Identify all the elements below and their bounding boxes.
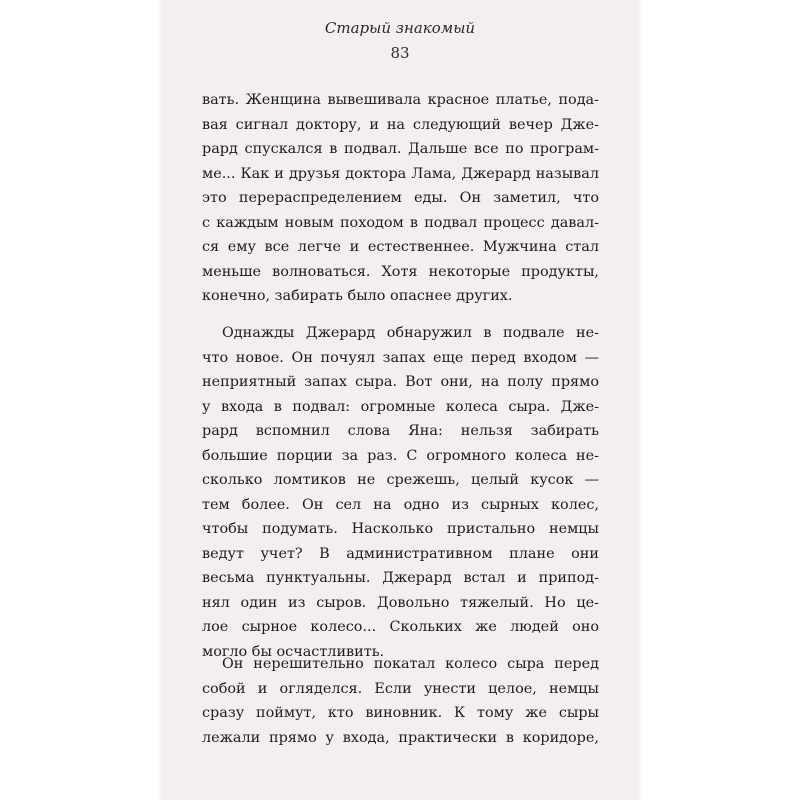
text-line: лое сырное колесо... Скольких же людей оно bbox=[202, 619, 599, 635]
paragraph bbox=[202, 321, 599, 664]
text-line: что новое. Он почуял запах еще перед входом — bbox=[202, 349, 599, 366]
text-line: большие порции за раз. С огромного колеса не- bbox=[202, 447, 599, 464]
text-line: лежали прямо у входа, практически в коридоре, bbox=[202, 729, 599, 746]
text-line: это перераспределением еды. Он заметил, что bbox=[202, 190, 599, 206]
text-line: конечно, забирать было опаснее других. bbox=[202, 288, 513, 304]
text-line: Однажды Джерард обнаружил в подвале не- bbox=[222, 325, 599, 341]
text-line: вая сигнал доктору, и на следующий вечер Дже- bbox=[202, 116, 599, 133]
text-line: Он нерешительно покатал колесо сыра перед bbox=[222, 656, 599, 672]
text-line: меньше волноваться. Хотя некоторые продукты, bbox=[202, 263, 599, 280]
text-line: неприятный запах сыра. Вот они, на полу прямо bbox=[202, 374, 599, 390]
text-line: ме... Как и друзья доктора Лама, Джерард называл bbox=[202, 165, 599, 182]
text-line: чтобы подумать. Насколько пристально немцы bbox=[202, 521, 599, 537]
running-title: Старый знакомый bbox=[324, 19, 476, 37]
text-line: рард вспомнил слова Яна: нельзя забирать bbox=[202, 423, 599, 439]
text-line: ведут учет? В административном плане они bbox=[202, 545, 599, 562]
text-line: ся ему все легче и естественнее. Мужчина стал bbox=[202, 239, 599, 255]
paragraph bbox=[202, 88, 599, 309]
book-page bbox=[162, 0, 638, 800]
text-line: у входа в подвал: огромные колеса сыра. Дже- bbox=[202, 398, 599, 415]
text-line: нял один из сыров. Довольно тяжелый. Но це- bbox=[202, 594, 599, 611]
text-line: вать. Женщина вывешивала красное платье, пода- bbox=[202, 92, 599, 108]
page-number: 83 bbox=[390, 44, 410, 62]
text-line: собой и огляделся. Если унести целое, немцы bbox=[202, 680, 599, 697]
text-line: сколько ломтиков не срежешь, целый кусок — bbox=[202, 472, 599, 488]
text-line: с каждым новым походом в подвал процесс давал- bbox=[202, 214, 599, 231]
paragraph bbox=[202, 652, 599, 750]
text-line: сразу поймут, кто виновник. К тому же сыры bbox=[202, 705, 599, 721]
text-line: тем более. Он сел на одно из сырных колес, bbox=[202, 496, 599, 513]
text-line: могло бы осчастливить. bbox=[202, 643, 385, 660]
text-line: рард спускался в подвал. Дальше все по програм- bbox=[202, 141, 599, 157]
text-line: весьма пунктуальны. Джерард встал и припод- bbox=[202, 570, 599, 586]
